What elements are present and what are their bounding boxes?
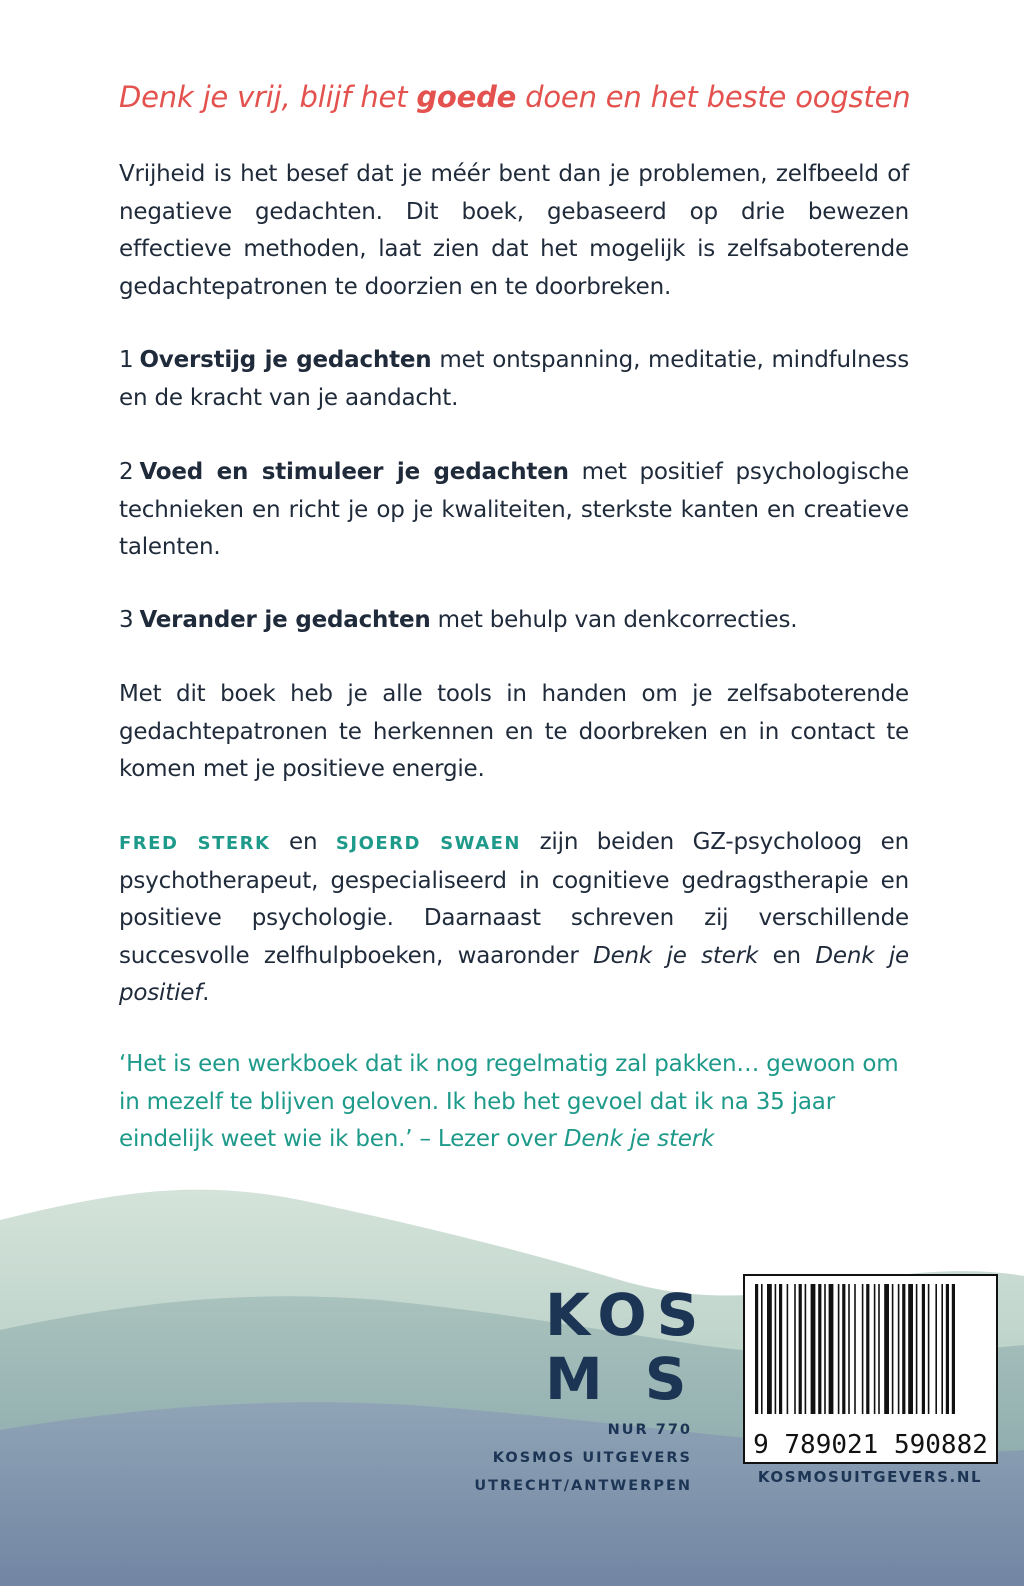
headline — [119, 80, 909, 114]
method-3-number: 3 — [119, 607, 134, 633]
barcode-bar — [908, 1284, 913, 1414]
barcode-bar — [824, 1284, 826, 1414]
method-2-number: 2 — [119, 459, 134, 485]
barcode-bar — [755, 1284, 758, 1414]
logo-row-1 — [545, 1281, 709, 1349]
method-2-text: met positief psychologische technieken en richt je op je kwaliteiten, sterkste kanten en creatieve talenten. — [119, 459, 910, 560]
barcode-bar — [952, 1284, 955, 1414]
barcode-bar — [866, 1284, 869, 1414]
barcode-bar — [941, 1284, 943, 1414]
reader-quote — [119, 1046, 909, 1159]
barcode-bar — [878, 1284, 880, 1414]
barcode-bar — [916, 1284, 918, 1414]
barcode-bar — [775, 1284, 777, 1414]
quote-text: ‘Het is een werkboek dat ik nog regelmatig zal pakken… gewoon om in mezelf te blijven geloven. Ik heb het gevoel dat ik na 35 jaar eindelijk weet wie ik ben.’ – Lezer over — [119, 1051, 899, 1152]
method-2 — [119, 454, 909, 567]
book-title-2: Denk je positief — [119, 942, 909, 1006]
barcode-bar — [799, 1284, 802, 1414]
barcode-bar — [902, 1284, 905, 1414]
kosmos-logo — [545, 1281, 709, 1413]
closing-paragraph: Met dit boek heb je alle tools in handen om je zelfsaboterende gedachtepatronen te herkennen en te doorbreken en in contact te komen met je positieve energie. — [119, 681, 909, 782]
author-bio — [119, 824, 909, 1013]
book-title-1: Denk je sterk — [593, 942, 759, 969]
author-bio-text: zijn beiden GZ-psycholoog en psychotherapeut, gespecialiseerd in cognitieve gedragstherapie en positieve psychologie. Daarnaast schreven zij verschillende succesvolle zelfhulpboeken, waaronder — [119, 829, 909, 969]
headline-part1: Denk je vrij, blijf het — [119, 80, 408, 114]
headline-part2: doen en het beste oogsten — [525, 80, 911, 114]
publisher-info — [474, 1416, 692, 1500]
barcode-bar — [892, 1284, 894, 1414]
barcode-bar — [946, 1284, 949, 1414]
author-1-name: FRED STERK — [119, 833, 271, 854]
isbn-number: 9 789021 590882 — [753, 1430, 988, 1460]
publisher-name: KOSMOS UITGEVERS — [492, 1450, 692, 1466]
barcode-bar — [848, 1284, 850, 1414]
barcode-bar — [854, 1284, 856, 1414]
method-2-title: Voed en stimuleer je gedachten — [139, 459, 569, 485]
barcode-bar — [794, 1284, 796, 1414]
barcode-bar — [922, 1284, 925, 1414]
barcode-bar — [898, 1284, 900, 1414]
method-3-text: met behulp van denkcorrecties. — [437, 607, 798, 633]
barcode-bar — [761, 1284, 763, 1414]
logo-row-2 — [545, 1345, 697, 1413]
barcode-bars — [753, 1284, 988, 1414]
book-conjunction: en — [772, 942, 801, 969]
author-conjunction: en — [289, 829, 318, 855]
logo-kos: KOS — [545, 1281, 709, 1349]
logo-m: M — [545, 1345, 613, 1413]
quote-book-title: Denk je sterk — [563, 1126, 715, 1152]
logo-s: S — [644, 1345, 697, 1413]
bio-end: . — [202, 980, 210, 1006]
method-1-number: 1 — [119, 347, 134, 373]
barcode — [743, 1274, 998, 1464]
barcode-bar — [818, 1284, 821, 1414]
barcode-bar — [767, 1284, 772, 1414]
publisher-city: UTRECHT/ANTWERPEN — [474, 1478, 692, 1494]
nur-code: NUR 770 — [607, 1422, 692, 1438]
barcode-bar — [874, 1284, 876, 1414]
barcode-bar — [935, 1284, 937, 1414]
website: KOSMOSUITGEVERS.NL — [757, 1468, 983, 1486]
method-3-title: Verander je gedachten — [139, 607, 431, 633]
headline-emphasis: goede — [416, 80, 517, 114]
barcode-bar — [779, 1284, 782, 1414]
barcode-bar — [928, 1284, 930, 1414]
barcode-bar — [805, 1284, 807, 1414]
method-1 — [119, 342, 909, 417]
barcode-bar — [838, 1284, 840, 1414]
method-3 — [119, 602, 909, 640]
barcode-bar — [884, 1284, 889, 1414]
barcode-bar — [787, 1284, 789, 1414]
barcode-bar — [829, 1284, 834, 1414]
intro-paragraph: Vrijheid is het besef dat je méér bent dan je problemen, zelfbeeld of negatieve gedachten. Dit boek, gebaseerd op drie bewezen effectieve methoden, laat zien dat het mogelijk is zelfsaboterende gedachtepatronen te doorzien en te doorbreken. — [119, 161, 909, 300]
method-1-title: Overstijg je gedachten — [139, 347, 432, 373]
barcode-bar — [842, 1284, 845, 1414]
method-1-text: met ontspanning, meditatie, mindfulness en de kracht van je aandacht. — [119, 347, 909, 411]
barcode-bar — [811, 1284, 816, 1414]
author-2-name: SJOERD SWAEN — [335, 833, 521, 854]
barcode-bar — [862, 1284, 864, 1414]
